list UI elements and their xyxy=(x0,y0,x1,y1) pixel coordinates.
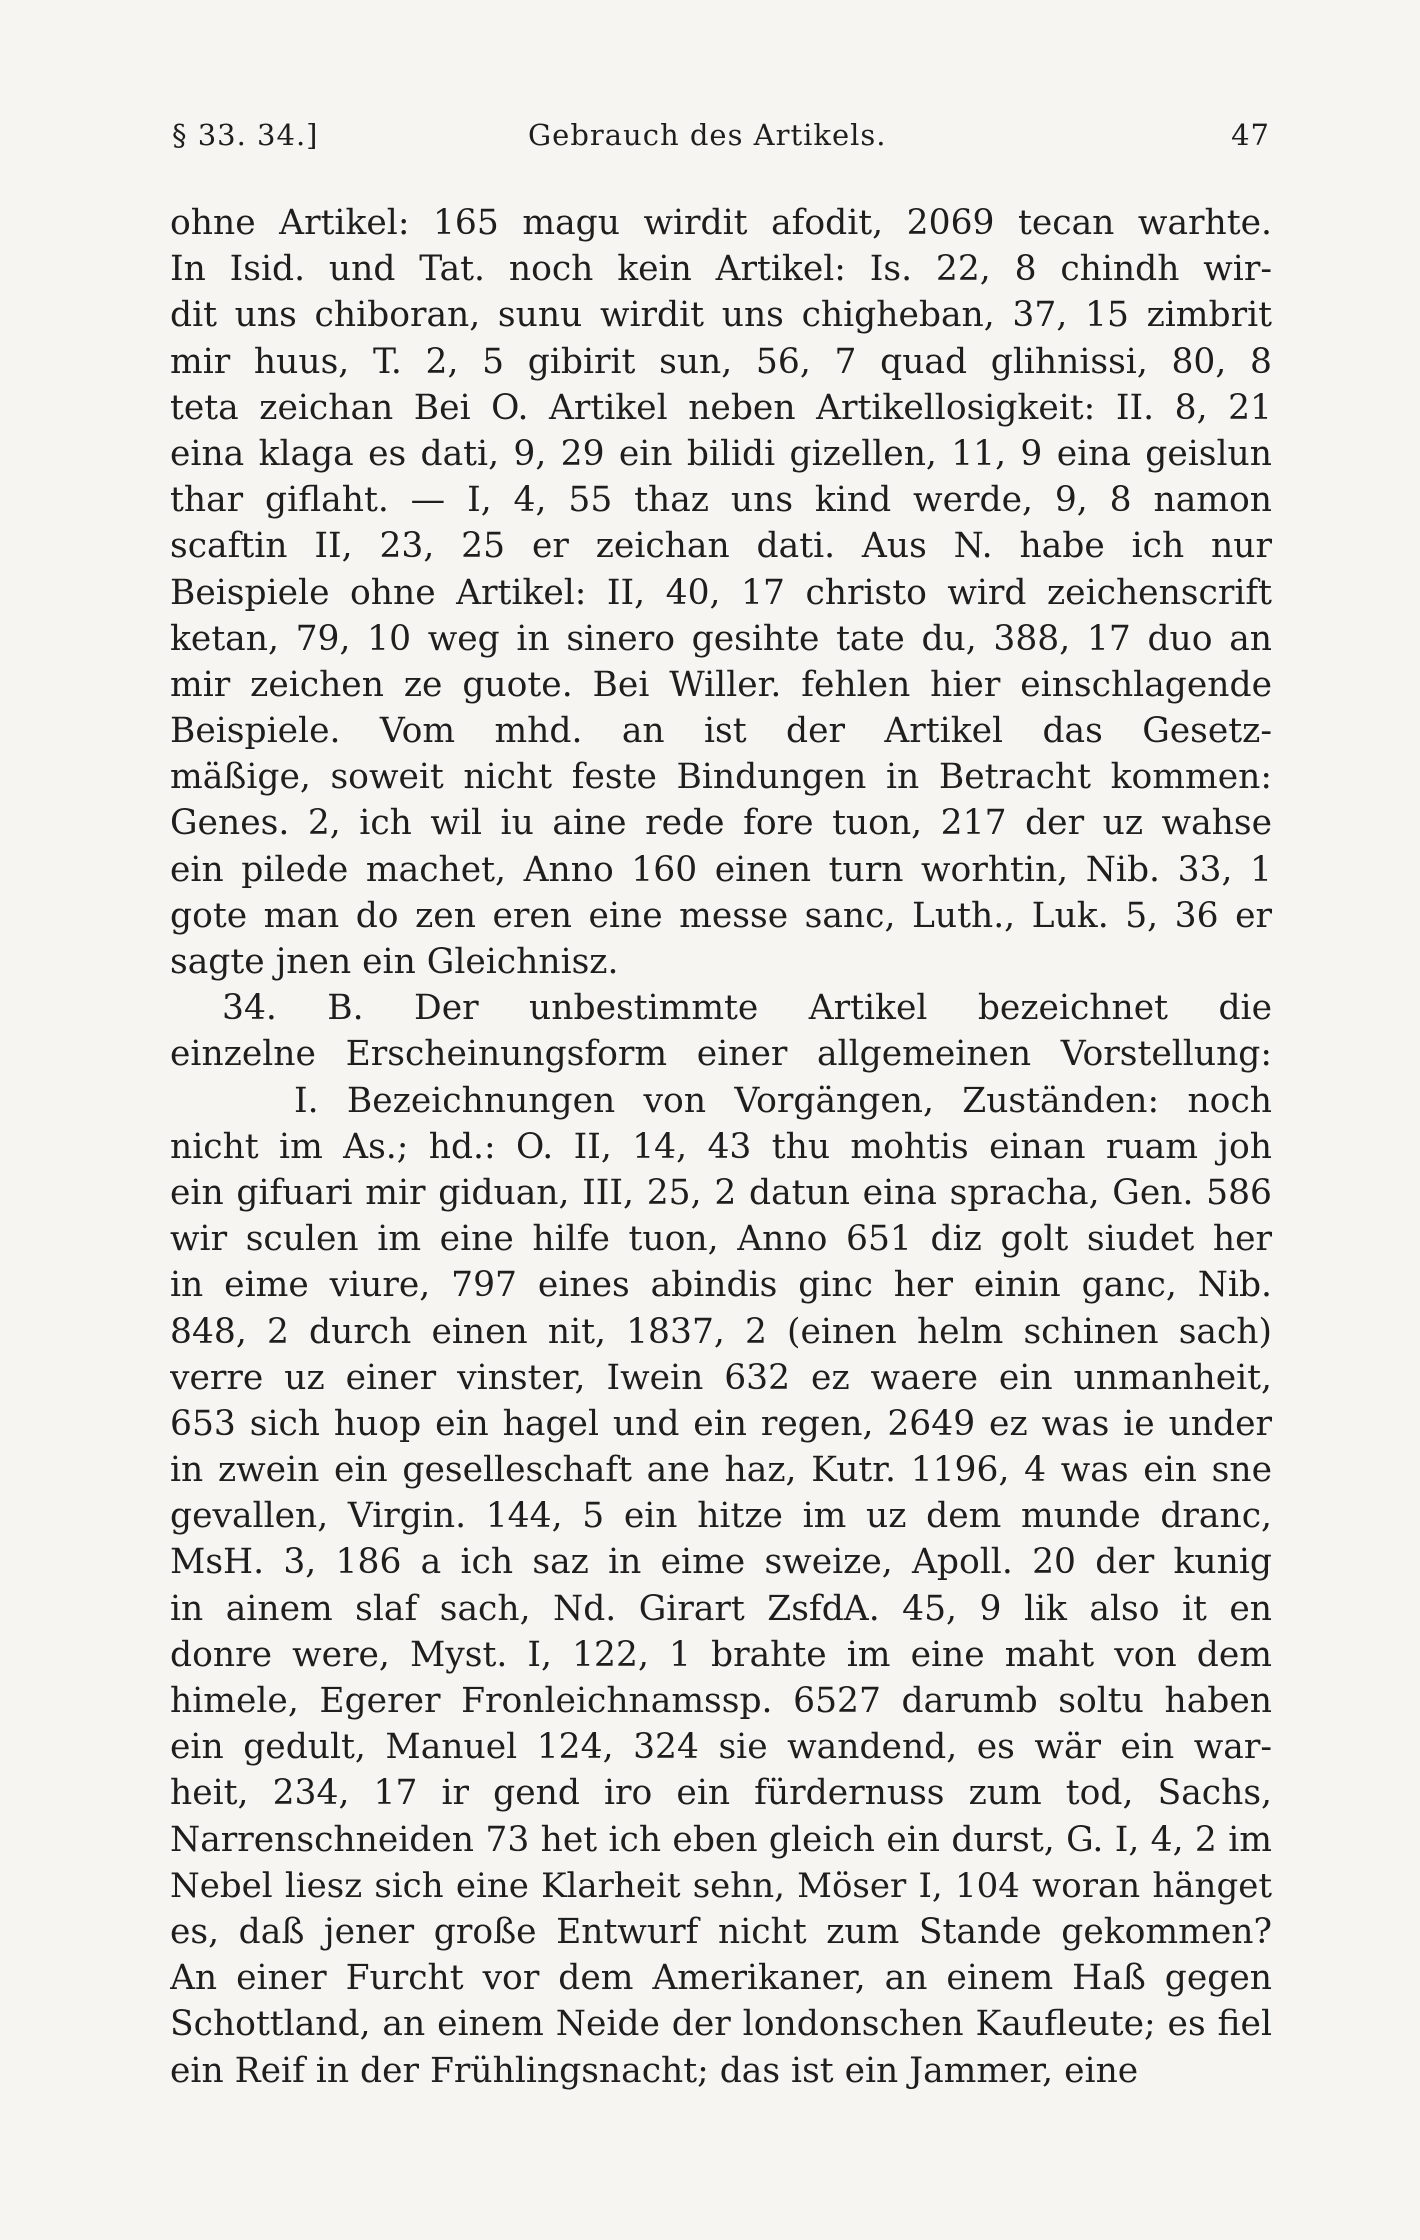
text-line: in eime viure, 797 eines abindis ginc her einin ganc, Nib. xyxy=(170,1265,1272,1306)
text-line: Beispiele ohne Artikel: II, 40, 17 christo wird zeichenscrift xyxy=(170,572,1272,613)
text-line: gevallen, Virgin. 144, 5 ein hitze im uz dem munde dranc, xyxy=(170,1496,1272,1537)
text-line: teta zeichan Bei O. Artikel neben Artikellosigkeit: II. 8, 21 xyxy=(170,387,1272,428)
text-line: in ainem slaf sach, Nd. Girart ZsfdA. 45, 9 lik also it en xyxy=(170,1588,1272,1629)
text-line: Nebel liesz sich eine Klarheit sehn, Möser I, 104 woran hänget xyxy=(170,1865,1272,1906)
text-line: ein gifuari mir giduan, III, 25, 2 datun eina spracha, Gen. 586 xyxy=(170,1172,1272,1213)
text-line: gote man do zen eren eine messe sanc, Luth., Luk. 5, 36 er xyxy=(170,895,1272,936)
text-line: in zwein ein geselleschaft ane haz, Kutr. 1196, 4 was ein sne xyxy=(170,1450,1272,1491)
text-line: Schottland, an einem Neide der londonschen Kaufleute; es fiel xyxy=(170,2004,1272,2045)
text-line: es, daß jener große Entwurf nicht zum Stande gekommen? xyxy=(170,1911,1272,1952)
text-line: wir sculen im eine hilfe tuon, Anno 651 diz golt siudet her xyxy=(170,1219,1272,1260)
body-text xyxy=(170,200,1272,2094)
text-line: himele, Egerer Fronleichnamssp. 6527 darumb soltu haben xyxy=(170,1681,1272,1721)
text-line: 653 sich huop ein hagel und ein regen, 2649 ez was ie under xyxy=(170,1403,1272,1444)
page-number: 47 xyxy=(1231,118,1270,152)
text-line: An einer Furcht vor dem Amerikaner, an einem Haß gegen xyxy=(170,1958,1272,1999)
text-line: dit uns chiboran, sunu wirdit uns chigheban, 37, 15 zimbrit xyxy=(170,295,1272,336)
text-line: thar giflaht. — I, 4, 55 thaz uns kind werde, 9, 8 namon xyxy=(170,480,1272,521)
text-line: mir zeichen ze guote. Bei Willer. fehlen hier einschlagende xyxy=(170,664,1272,705)
text-line: mäßige, soweit nicht feste Bindungen in Betracht kommen: xyxy=(170,757,1272,798)
subheading-line: I. Bezeichnungen von Vorgängen, Zuständen: noch xyxy=(294,1080,1272,1121)
text-line: verre uz einer vinster, Iwein 632 ez waere ein unmanheit, xyxy=(170,1357,1272,1398)
text-line: ein Reif in der Frühlingsnacht; das ist ein Jammer, eine xyxy=(170,2050,1139,2091)
text-line: mir huus, T. 2, 5 gibirit sun, 56, 7 quad glihnissi, 80, 8 xyxy=(170,341,1272,382)
text-line: Genes. 2, ich wil iu aine rede fore tuon, 217 der uz wahse xyxy=(170,803,1272,844)
paragraph-heading-line: 34. B. Der unbestimmte Artikel bezeichnet die xyxy=(222,988,1272,1029)
text-line: eina klaga es dati, 9, 29 ein bilidi gizellen, 11, 9 eina geislun xyxy=(170,433,1272,474)
text-line: ein gedult, Manuel 124, 324 sie wandend, es wär ein war- xyxy=(170,1727,1272,1768)
text-line: ein pilede machet, Anno 160 einen turn worhtin, Nib. 33, 1 xyxy=(170,849,1272,890)
running-header xyxy=(172,118,1270,164)
text-line: ohne Artikel: 165 magu wirdit afodit, 2069 tecan warhte. xyxy=(170,203,1272,243)
text-line: scaftin II, 23, 25 er zeichan dati. Aus N. habe ich nur xyxy=(170,526,1272,567)
section-reference: § 33. 34.] xyxy=(172,118,319,152)
text-line: ketan, 79, 10 weg in sinero gesihte tate du, 388, 17 duo an xyxy=(170,618,1272,659)
text-line: heit, 234, 17 ir gend iro ein fürdernuss zum tod, Sachs, xyxy=(170,1773,1272,1814)
text-line: MsH. 3, 186 a ich saz in eime sweize, Apoll. 20 der kunig xyxy=(170,1542,1272,1583)
text-line: nicht im As.; hd.: O. II, 14, 43 thu mohtis einan ruam joh xyxy=(170,1126,1272,1167)
text-line: Beispiele. Vom mhd. an ist der Artikel das Gesetz- xyxy=(170,711,1272,752)
text-line: In Isid. und Tat. noch kein Artikel: Is. 22, 8 chindh wir- xyxy=(170,249,1272,290)
text-line: Narrenschneiden 73 het ich eben gleich ein durst, G. I, 4, 2 im xyxy=(170,1819,1272,1860)
text-line: donre were, Myst. I, 122, 1 brahte im eine maht von dem xyxy=(170,1634,1272,1675)
page-title: Gebrauch des Artikels. xyxy=(528,118,887,152)
text-line: 848, 2 durch einen nit, 1837, 2 (einen helm schinen sach) xyxy=(170,1311,1272,1352)
text-line: sagte jnen ein Gleichnisz. xyxy=(170,942,619,982)
text-line: einzelne Erscheinungsform einer allgemeinen Vorstellung: xyxy=(170,1034,1272,1075)
